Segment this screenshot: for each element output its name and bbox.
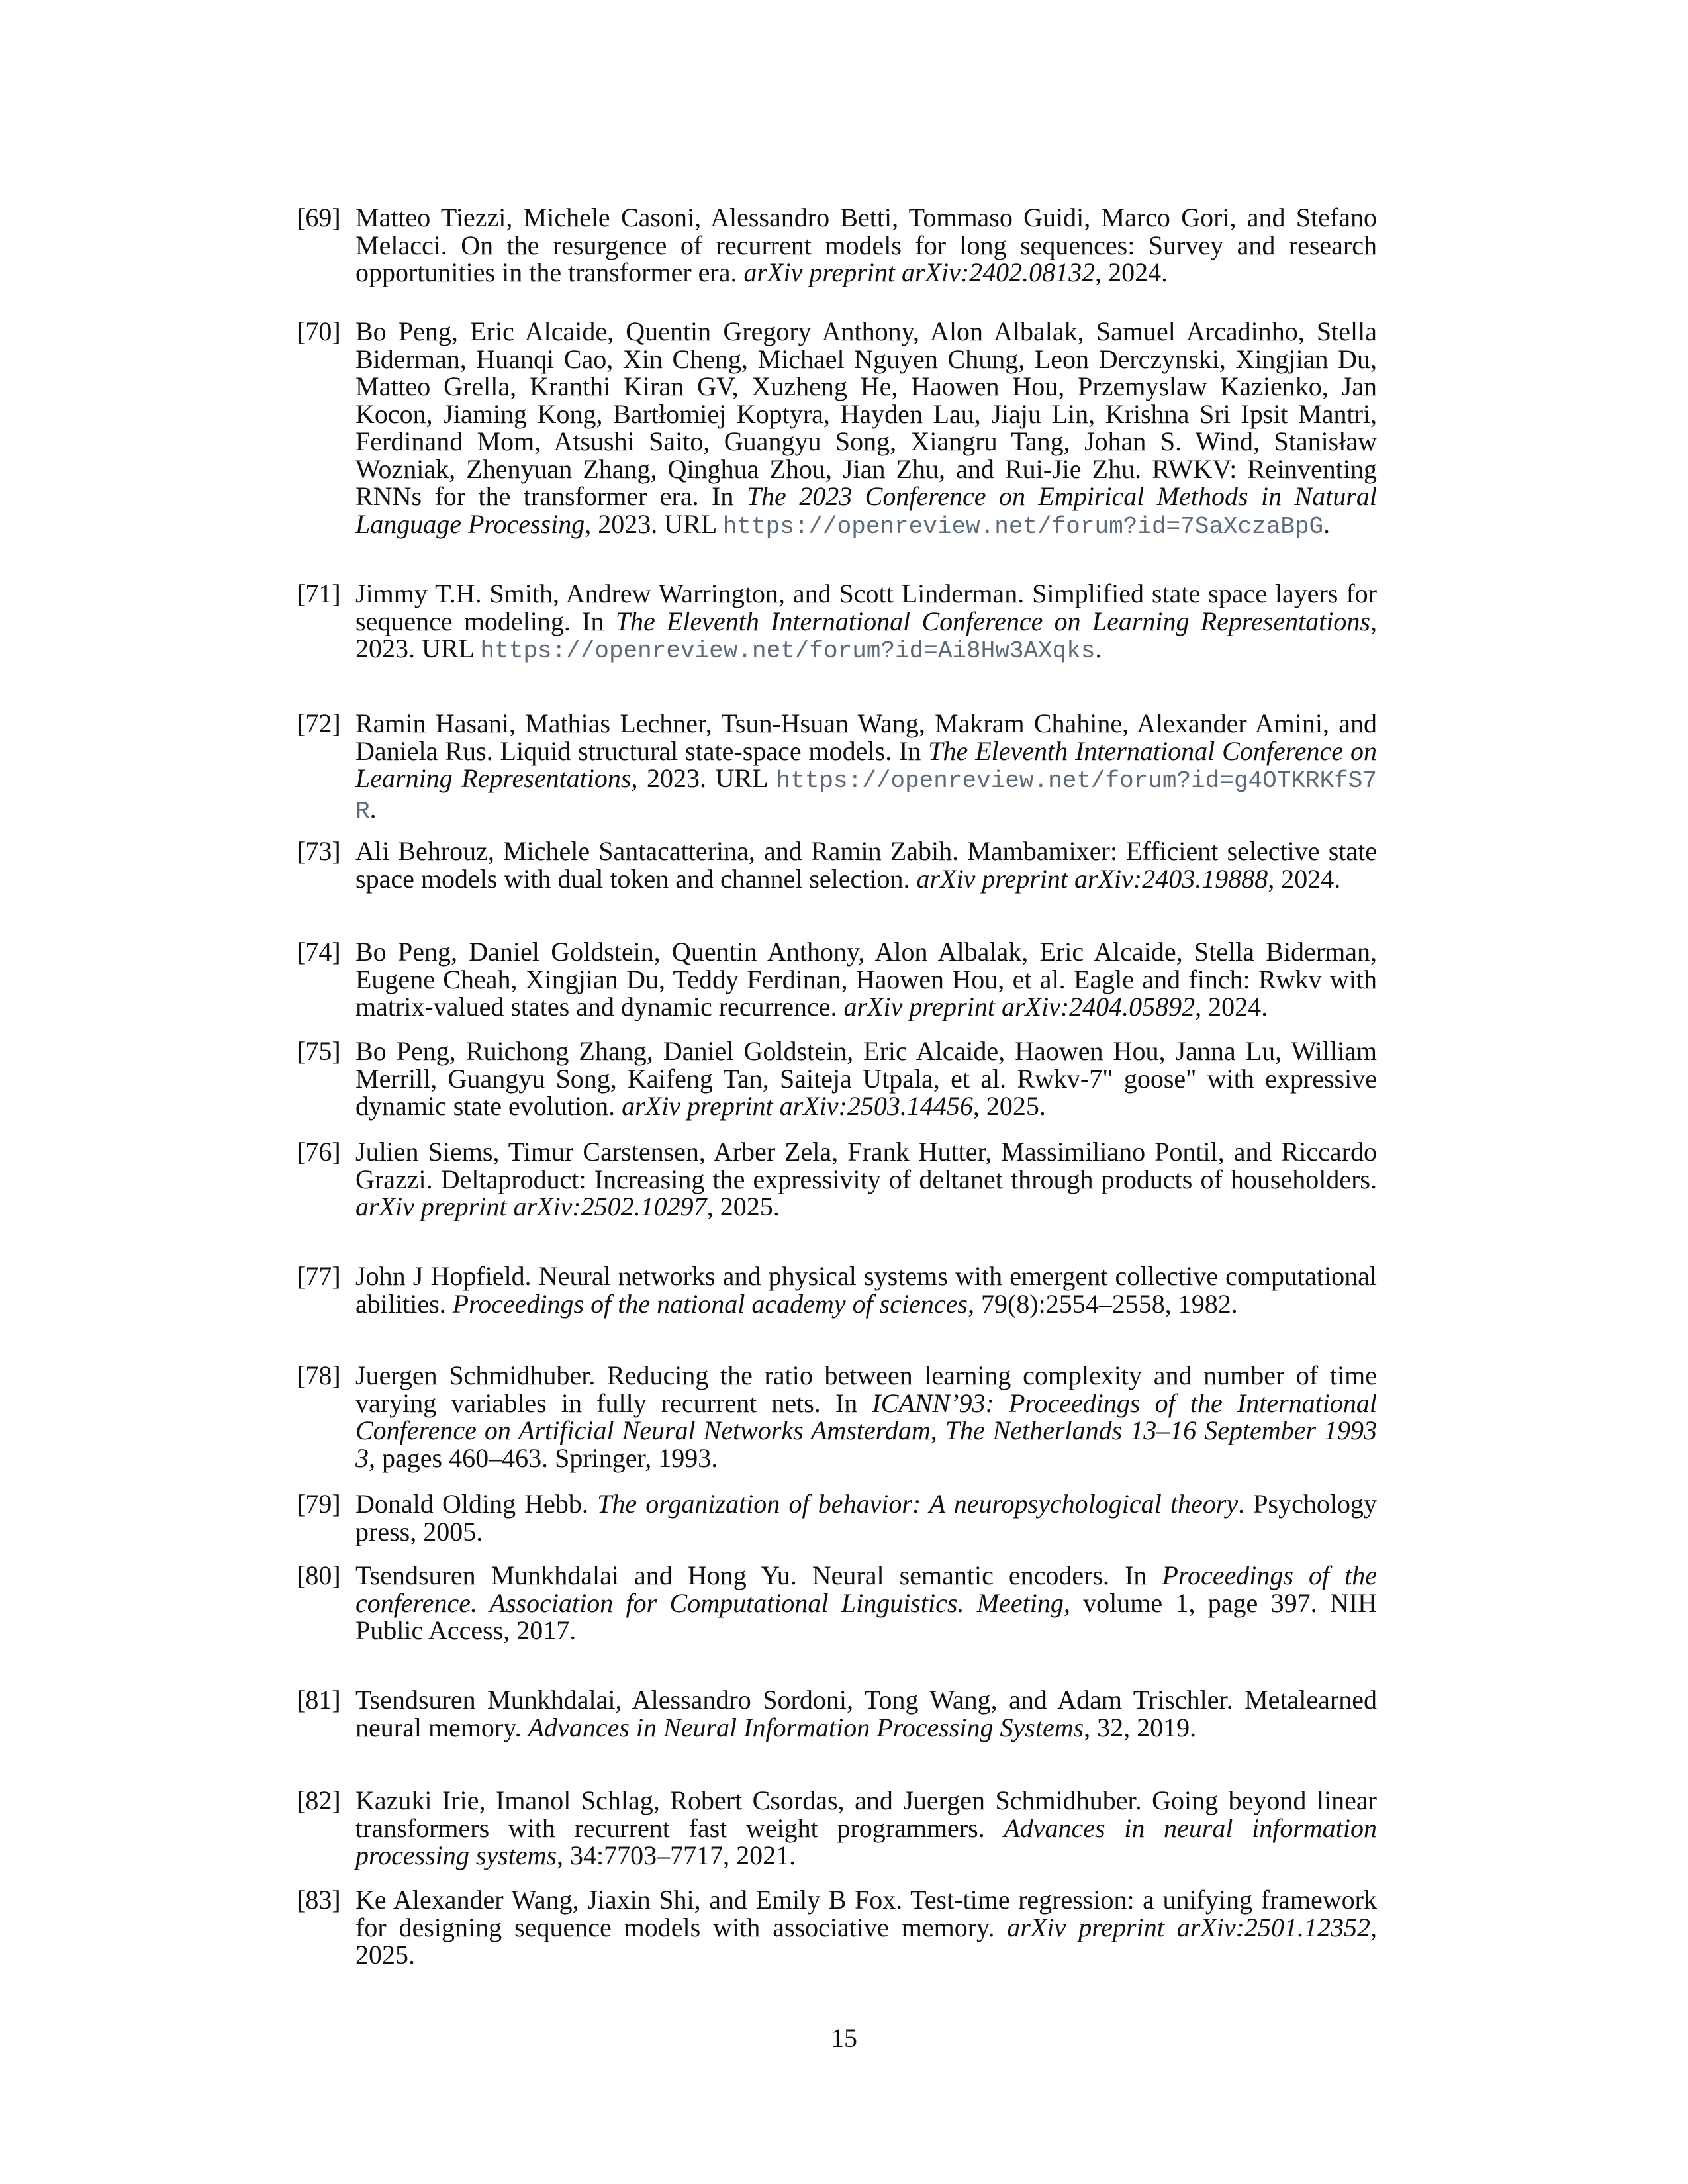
reference-segment: Ke Alexander Wang, Jiaxin Shi, and Emily B Fox. Test-time regression: a unifying framework for designing sequence models with associative memory. (355, 1885, 1377, 1942)
reference-number: [79] (297, 1489, 341, 1519)
reference-segment: , 2024. (1195, 992, 1268, 1021)
reference-entry (297, 710, 1377, 825)
reference-number: [80] (297, 1560, 341, 1590)
reference-venue: The 2023 Conference on Empirical Methods in Natural Language Processing (355, 481, 1377, 539)
reference-segment: , 2025. (706, 1192, 780, 1221)
reference-venue: The organization of behavior: A neuropsychological theory (597, 1489, 1239, 1519)
reference-segment: Tsendsuren Munkhdalai, Alessandro Sordoni, Tong Wang, and Adam Trischler. Metalearned neural memory. (355, 1685, 1377, 1742)
reference-segment: , 2025. (355, 1912, 1378, 1970)
reference-text (355, 1787, 1377, 1870)
reference-segment: . (1095, 634, 1102, 663)
reference-segment: , 79(8):2554–2558, 1982. (967, 1288, 1238, 1319)
reference-entry (297, 1886, 1377, 1969)
reference-url-link[interactable]: https://openreview.net/forum?id=Ai8Hw3AXqks (480, 638, 1096, 665)
reference-venue: The Eleventh International Conference on Learning Representations (615, 606, 1370, 636)
reference-venue: arXiv preprint arXiv:2404.05892 (843, 992, 1196, 1021)
reference-entry (297, 580, 1377, 665)
reference-segment: , 2024. (1268, 863, 1341, 894)
reference-segment: . (369, 793, 377, 824)
reference-number: [75] (297, 1036, 341, 1066)
page-number: 15 (831, 2023, 857, 2053)
reference-segment: Tsendsuren Munkhdalai and Hong Yu. Neural semantic encoders. In (355, 1560, 1162, 1590)
reference-venue: arXiv preprint arXiv:2402.08132 (743, 258, 1096, 287)
reference-segment: , 2025. (972, 1091, 1046, 1121)
reference-number: [74] (297, 937, 341, 967)
reference-number: [82] (297, 1785, 341, 1815)
reference-venue: Advances in neural information processing systems (355, 1813, 1378, 1870)
reference-segment: , 32, 2019. (1084, 1712, 1197, 1742)
reference-text (355, 580, 1377, 665)
reference-segment: John J Hopfield. Neural networks and physical systems with emergent collective computational abilities. (355, 1261, 1377, 1319)
reference-segment: , 2023. URL (585, 508, 723, 539)
reference-venue: The Eleventh International Conference on Learning Representations (355, 736, 1377, 793)
reference-venue: ICANN’93: Proceedings of the International Conference on Artificial Neural Networks Amsterdam, The Netherlands 13–16 September 1993 3 (355, 1388, 1377, 1473)
reference-segment: , pages 460–463. Springer, 1993. (369, 1443, 718, 1473)
reference-entry (297, 837, 1377, 892)
reference-text (355, 837, 1377, 892)
reference-text (355, 1037, 1377, 1120)
reference-url-link[interactable]: https://openreview.net/forum?id=g4OTKRKfS7R (355, 767, 1377, 825)
reference-segment: Ali Behrouz, Michele Santacatterina, and Ramin Zabih. Mambamixer: Efficient selective state space models with dual token and channel selection. (355, 836, 1377, 894)
reference-number: [69] (297, 203, 341, 232)
reference-text (355, 204, 1377, 287)
reference-segment: , 2023. URL (631, 763, 776, 793)
reference-entry (297, 318, 1377, 540)
reference-text (355, 710, 1377, 825)
reference-number: [81] (297, 1685, 341, 1715)
reference-segment: , volume 1, page 397. NIH Public Access, 2017. (355, 1588, 1377, 1645)
reference-venue: Proceedings of the national academy of sciences (452, 1288, 968, 1319)
reference-segment: Bo Peng, Ruichong Zhang, Daniel Goldstein, Eric Alcaide, Haowen Hou, Janna Lu, William Merrill, Guangyu Song, Kaifeng Tan, Saiteja Utpala, et al. Rwkv-7" goose" with expressive dynamic state evolution. (355, 1036, 1377, 1121)
reference-text (355, 1562, 1377, 1644)
reference-entry (297, 1138, 1377, 1221)
reference-number: [71] (297, 579, 341, 608)
reference-segment: Ramin Hasani, Mathias Lechner, Tsun-Hsuan Wang, Makram Chahine, Alexander Amini, and Daniela Rus. Liquid structural state-space models. In (355, 708, 1377, 766)
reference-number: [83] (297, 1885, 341, 1915)
reference-venue: arXiv preprint arXiv:2501.12352 (1007, 1912, 1371, 1942)
reference-segment: . (1323, 508, 1331, 539)
reference-number: [77] (297, 1261, 341, 1291)
reference-number: [73] (297, 836, 341, 866)
reference-segment: , 2023. URL (355, 606, 1377, 663)
reference-entry (297, 204, 1377, 287)
reference-entry (297, 1037, 1377, 1120)
reference-entry (297, 938, 1377, 1021)
reference-entry (297, 1686, 1377, 1741)
reference-segment: . Psychology press, 2005. (355, 1489, 1377, 1546)
reference-segment: Bo Peng, Daniel Goldstein, Quentin Anthony, Alon Albalak, Eric Alcaide, Stella Biderman, Eugene Cheah, Xingjian Du, Teddy Ferdinan, Haowen Hou, et al. Eagle and finch: Rwkv with matrix-valued states and dynamic recurrence. (355, 937, 1377, 1021)
reference-number: [72] (297, 708, 341, 738)
reference-segment: Julien Siems, Timur Carstensen, Arber Zela, Frank Hutter, Massimiliano Pontil, and Riccardo Grazzi. Deltaproduct: Increasing the expressivity of deltanet through products of householders. (355, 1137, 1377, 1194)
reference-url-link[interactable]: https://openreview.net/forum?id=7SaXczaBpG (722, 512, 1324, 540)
reference-text (355, 1262, 1377, 1317)
reference-venue: Advances in Neural Information Processing Systems (528, 1712, 1084, 1742)
reference-number: [78] (297, 1360, 341, 1390)
reference-entry (297, 1262, 1377, 1317)
reference-entry (297, 1490, 1377, 1545)
reference-text (355, 938, 1377, 1021)
reference-venue: arXiv preprint arXiv:2502.10297 (355, 1192, 707, 1221)
reference-text (355, 1686, 1377, 1741)
reference-entry (297, 1362, 1377, 1472)
reference-number: [70] (297, 316, 341, 346)
reference-segment: Jimmy T.H. Smith, Andrew Warrington, and Scott Linderman. Simplified state space layers for sequence modeling. In (355, 579, 1377, 636)
reference-segment: , 2024. (1095, 258, 1168, 287)
reference-number: [76] (297, 1137, 341, 1166)
reference-text (355, 1886, 1377, 1969)
reference-text (355, 1138, 1377, 1221)
reference-segment: , 34:7703–7717, 2021. (557, 1840, 796, 1870)
reference-segment: Juergen Schmidhuber. Reducing the ratio between learning complexity and number of time varying variables in fully recurrent nets. In (355, 1360, 1377, 1418)
reference-venue: arXiv preprint arXiv:2403.19888 (916, 863, 1268, 894)
reference-segment: Kazuki Irie, Imanol Schlag, Robert Csordas, and Juergen Schmidhuber. Going beyond linear transformers with recurrent fast weight programmers. (355, 1785, 1377, 1843)
reference-segment: Donald Olding Hebb. (355, 1489, 598, 1519)
reference-entry (297, 1562, 1377, 1644)
reference-text (355, 1362, 1377, 1472)
reference-segment: Matteo Tiezzi, Michele Casoni, Alessandro Betti, Tommaso Guidi, Marco Gori, and Stefano Melacci. On the resurgence of recurrent models for long sequences: Survey and research opportunities in the transformer era. (355, 203, 1377, 287)
reference-text (355, 318, 1377, 540)
reference-entry (297, 1787, 1377, 1870)
reference-segment: Bo Peng, Eric Alcaide, Quentin Gregory Anthony, Alon Albalak, Samuel Arcadinho, Stella Biderman, Huanqi Cao, Xin Cheng, Michael Nguyen Chung, Leon Derczynski, Xingjian Du, Matteo Grella, Kranthi Kiran GV, Xuzheng He, Haowen Hou, Przemyslaw Kazienko, Jan Kocon, Jiaming Kong, Bartłomiej Koptyra, Hayden Lau, Jiaju Lin, Krishna Sri Ipsit Mantri, Ferdinand Mom, Atsushi Saito, Guangyu Song, Xiangru Tang, Johan S. Wind, Stanisław Wozniak, Zhenyuan Zhang, Qinghua Zhou, Jian Zhu, and Rui-Jie Zhu. RWKV: Reinventing RNNs for the transformer era. In (355, 316, 1377, 511)
reference-text (355, 1490, 1377, 1545)
reference-venue: arXiv preprint arXiv:2503.14456 (622, 1091, 973, 1121)
reference-venue: Proceedings of the conference. Association for Computational Linguistics. Meeting (355, 1560, 1377, 1618)
